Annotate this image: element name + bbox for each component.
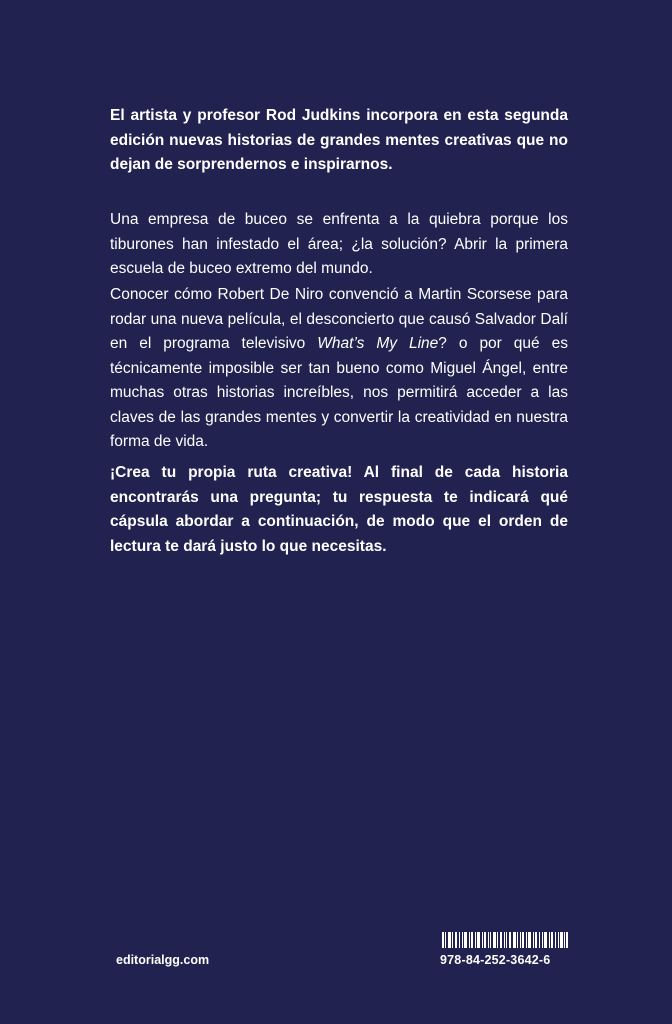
intro-paragraph: El artista y profesor Rod Judkins incorpora en esta segunda edición nuevas historias de grandes mentes creativas que no dejan de sorprendernos e inspirarnos. xyxy=(110,107,568,173)
body-paragraph-2 xyxy=(110,283,568,455)
isbn-number: 978-84-252-3642-6 xyxy=(440,953,551,967)
body-paragraph-2-start: Conocer cómo Robert De Niro convenció a Martin Scorsese para rodar una nueva película, el desconcierto que causó Salvador Dalí en el programa televisivo xyxy=(110,286,568,352)
barcode-icon xyxy=(442,932,568,948)
show-title: What’s My Line xyxy=(317,335,439,352)
publisher-website: editorialgg.com xyxy=(116,953,210,967)
call-to-action-paragraph: ¡Crea tu propia ruta creativa! Al final de cada historia encontrarás una pregunta; tu respuesta te indicará qué cápsula abordar a continuación, de modo que el orden de lectura te dará justo lo que necesitas. xyxy=(110,464,568,555)
body-paragraph-1: Una empresa de buceo se enfrenta a la quiebra porque los tiburones han infestado el área; ¿la solución? Abrir la primera escuela de buceo extremo del mundo. xyxy=(110,211,568,277)
body-paragraph-2-end: ? o por qué es técnicamente imposible ser tan bueno como Miguel Ángel, entre muchas otras historias increíbles, nos permitirá acceder a las claves de las grandes mentes y convertir la creatividad en nuestra forma de vida. xyxy=(110,335,569,450)
